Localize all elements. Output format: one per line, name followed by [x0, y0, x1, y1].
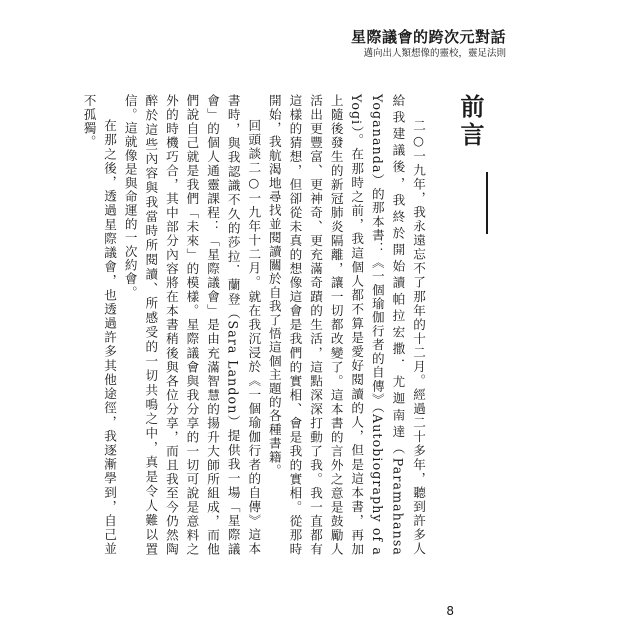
paragraph: 在那之後，透過星際議會，也透過許多其他途徑，我逐漸學到，自己並不孤獨。 — [81, 94, 118, 556]
page-number: 8 — [446, 604, 454, 618]
book-subtitle: 邁向出人類想像的靈校，靈足法則 — [363, 48, 506, 59]
heading-rule — [486, 172, 488, 234]
paragraph: 二○一九年，我永遠忘不了那年的十二月。經過二十多年，聽到許多人給我建議後，我終於開始讀帕拉宏撒．尤迦南達（Paramahansa Yogananda）的那本書：《一個瑜伽行者的自傳》（Autobiography of a Yogi）。在那時之前，我這個人都不算是愛好閱讀的人，但是這本書，再加上隨後發生的新冠肺炎隔離，讓一切都改變了。這本書的言外之意是鼓勵人活出更豐富、更神奇、更充滿奇蹟的生活，這點深深打動了我。我一直都有這樣的猜想，但卻從未真的想像這會是我們的實相、會是我的實相。從那時開始，我航渴地尋找並閱讀關於自我了悟這個主題的各種書籍。 — [266, 94, 426, 556]
section-heading-text: 前言 — [456, 94, 485, 150]
body-text — [78, 94, 428, 556]
paragraph: 回頭談二○一九年十二月。就在我沉浸於《一個瑜伽行者的自傳》這本書時，與我認識不久的莎拉．蘭登（Sara Landon）提供我一場「星際議會」的個人通靈課程：「星際議會」是由充滿智慧的揚升大師所組成，而他們說自己就是我們「未來」的模樣。星際議會與我分享的一切可說是意料之外的時機巧合，其中部分內容將在本書稍後與各位分享，而且我至今仍然陶醉於這些內容與我當時所閱讀、所感受的一切共鳴之中，真是令人難以置信。這就像是與命運的一次約會。 — [122, 94, 262, 556]
book-title: 星際議會的跨次元對話 — [350, 28, 506, 46]
section-heading — [456, 94, 488, 234]
running-header — [351, 28, 506, 61]
